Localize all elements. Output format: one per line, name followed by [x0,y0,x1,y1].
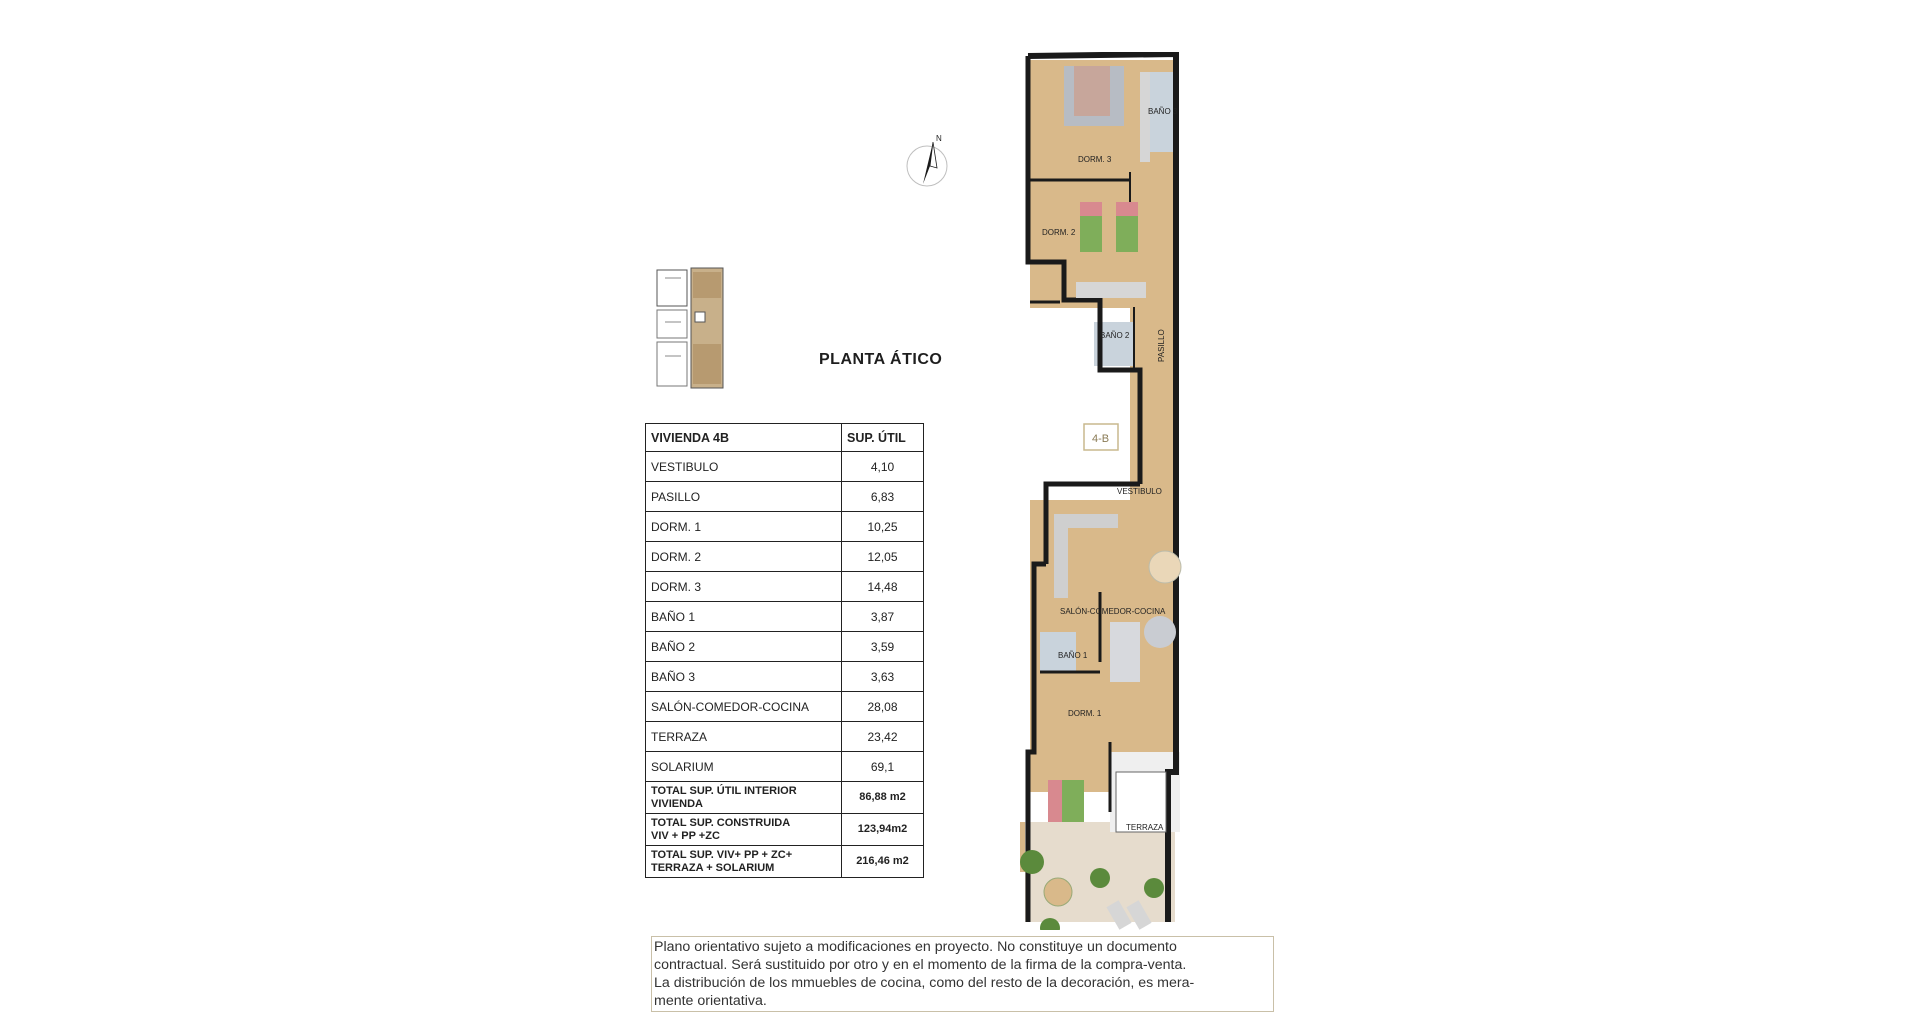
sofa-icon [1110,622,1140,682]
room-name: BAÑO 3 [646,662,842,692]
wardrobe-icon [1076,282,1146,298]
room-label-pasillo: PASILLO [1157,329,1166,362]
terrace-table-icon [1044,878,1072,906]
dining-table-icon [1149,551,1181,583]
room-label-bano3: BAÑO 3 [1148,107,1178,116]
total-row [646,782,924,814]
room-name: DORM. 2 [646,542,842,572]
room-label-dorm3: DORM. 3 [1078,155,1112,164]
plant-icon [1020,850,1044,874]
total-label-line2: TERRAZA + SOLARIUM [651,861,775,874]
total-label-line2: VIVIENDA [651,797,703,810]
room-label-dorm2: DORM. 2 [1042,228,1076,237]
table-row [646,572,924,602]
room-area: 4,10 [842,452,924,482]
room-area: 3,59 [842,632,924,662]
total-label [646,782,842,814]
room-area: 28,08 [842,692,924,722]
table-header-row [646,424,924,452]
north-arrow-icon [903,132,951,190]
table-row [646,632,924,662]
disclaimer-line: contractual. Será sustituido por otro y en el momento de la firma de la compra-venta. [654,957,1187,973]
table-header-value: SUP. ÚTIL [842,424,924,452]
total-label-line2: VIV + PP +ZC [651,829,720,842]
table-row [646,752,924,782]
table-row [646,692,924,722]
total-label-line1: TOTAL SUP. ÚTIL INTERIOR [651,784,797,797]
unit-tag-label: 4-B [1092,433,1110,445]
room-area: 23,42 [842,722,924,752]
page-title: PLANTA ÁTICO [819,351,943,368]
rug-salon [1144,616,1176,648]
total-value: 86,88 m2 [842,782,924,814]
disclaimer-line: Plano orientativo sujeto a modificaciones en proyecto. No constituye un documento [654,939,1177,955]
table-row [646,602,924,632]
room-label-vestibulo: VESTIBULO [1117,487,1162,496]
room-name: BAÑO 1 [646,602,842,632]
room-name: PASILLO [646,482,842,512]
room-name: TERRAZA [646,722,842,752]
table-row [646,542,924,572]
room-name: DORM. 3 [646,572,842,602]
table-row [646,662,924,692]
room-name: BAÑO 2 [646,632,842,662]
room-area: 3,63 [842,662,924,692]
area-table [645,423,924,878]
room-label-dorm1: DORM. 1 [1068,709,1102,718]
total-row [646,814,924,846]
table-header-name: VIVIENDA 4B [646,424,842,452]
room-label-bano2: BAÑO 2 [1100,331,1130,340]
bed-dorm3-icon [1074,66,1110,116]
table-row [646,722,924,752]
room-area: 14,48 [842,572,924,602]
disclaimer-line: La distribución de los mmuebles de cocina, como del resto de la decoración, es mera- [654,975,1195,991]
compass-label: N [936,134,942,143]
disclaimer-note [651,936,1274,1012]
room-area: 6,83 [842,482,924,512]
floor-plan [1020,52,1280,930]
plant-icon [1090,868,1110,888]
key-plan-thumbnail [655,266,727,390]
room-area: 10,25 [842,512,924,542]
total-value: 123,94m2 [842,814,924,846]
room-label-terraza: TERRAZA [1126,823,1164,832]
room-name: SOLARIUM [646,752,842,782]
room-name: SALÓN-COMEDOR-COCINA [646,692,842,722]
room-name: DORM. 1 [646,512,842,542]
table-row [646,482,924,512]
table-row [646,452,924,482]
table-row [646,512,924,542]
room-area: 69,1 [842,752,924,782]
room-name: VESTIBULO [646,452,842,482]
total-label-line1: TOTAL SUP. CONSTRUIDA [651,816,791,829]
room-label-salon: SALÓN-COMEDOR-COCINA [1060,607,1166,616]
disclaimer-line: mente orientativa. [654,993,767,1009]
total-value: 216,46 m2 [842,846,924,878]
room-area: 3,87 [842,602,924,632]
room-label-bano1: BAÑO 1 [1058,651,1088,660]
total-label [646,846,842,878]
total-label-line1: TOTAL SUP. VIV+ PP + ZC+ [651,848,793,861]
total-row [646,846,924,878]
total-label [646,814,842,846]
plant-icon [1144,878,1164,898]
room-area: 12,05 [842,542,924,572]
